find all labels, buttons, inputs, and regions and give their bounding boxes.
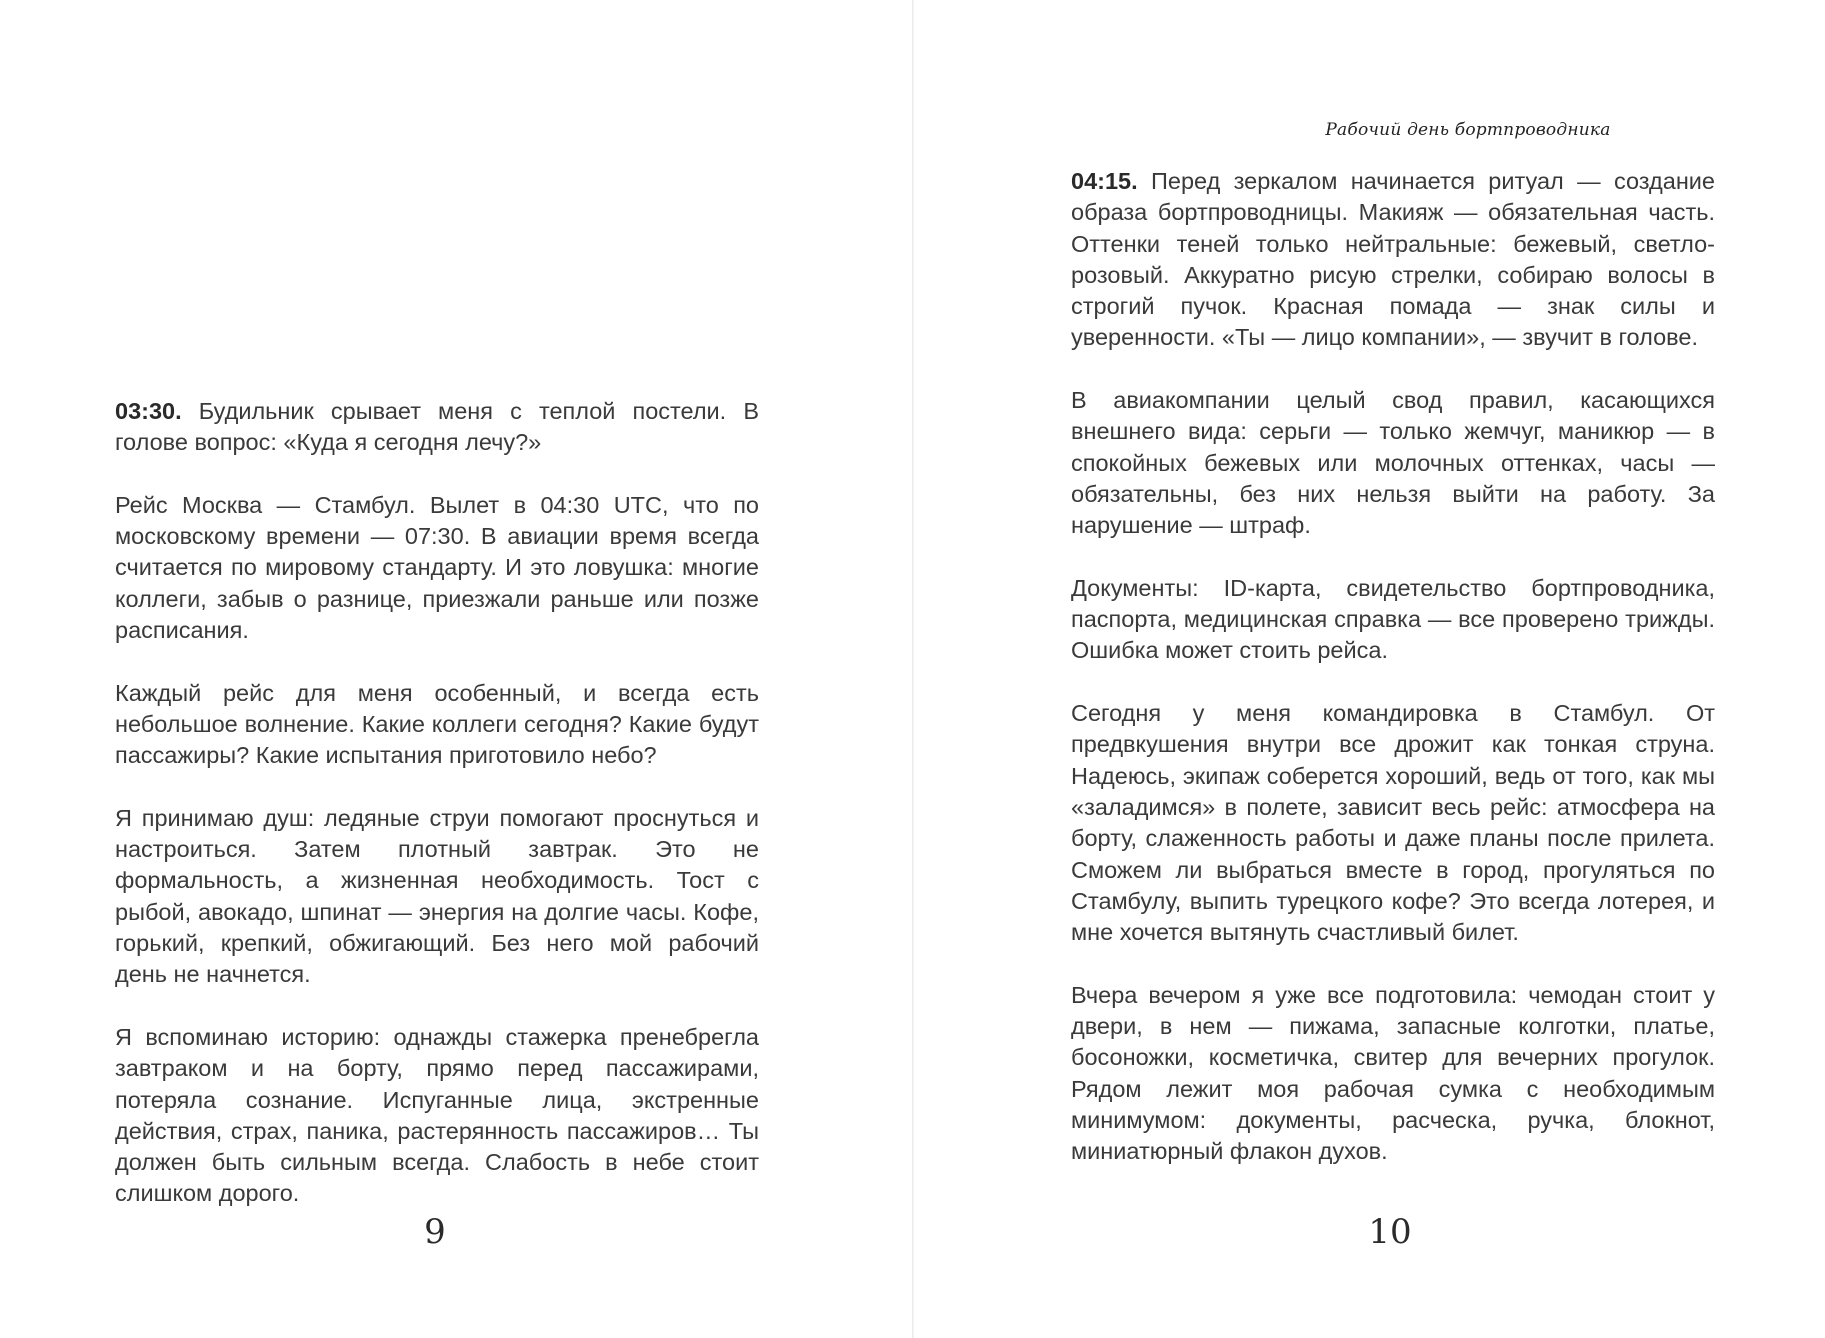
paragraph-text: Рейс Москва — Стамбул. Вылет в 04:30 UTC, что по московскому времени — 07:30. В авиации время всегда считается по мировому стандарту. И это ловушка: многие коллеги, забыв о разнице, приезжали раньше или позже расписания. [115, 491, 759, 644]
paragraph [1071, 698, 1715, 948]
right-page-body [1071, 166, 1715, 1199]
paragraph [115, 803, 759, 991]
paragraph-text: Каждый рейс для меня особенный, и всегда есть небольшое волнение. Какие коллеги сегодня? Какие будут пассажиры? Какие испытания приготовило небо? [115, 679, 759, 769]
paragraph-text: Сегодня у меня командировка в Стамбул. От предвкушения внутри все дрожит как тонкая струна. Надеюсь, экипаж соберется хороший, ведь от того, как мы «заладимся» в полете, зависит весь рейс: атмосфера на борту, слаженность работы и даже планы после прилета. Сможем ли выбраться вместе в город, прогуляться по Стамбулу, выпить турецкого кофе? Это всегда лотерея, и мне хочется вытянуть счастливый билет. [1071, 700, 1715, 946]
paragraph-text: Документы: ID-карта, свидетельство бортпроводника, паспорта, медицинская справка — все проверено трижды. Ошибка может стоить рейса. [1071, 574, 1715, 664]
paragraph [115, 678, 759, 772]
paragraph-text: Я принимаю душ: ледяные струи помогают проснуться и настроиться. Затем плотный завтрак. Это не формальность, а жизненная необходимость. Тост с рыбой, авокадо, шпинат — энергия на долгие часы. Кофе, горький, крепкий, обжигающий. Без него мой рабочий день не начнется. [115, 804, 759, 988]
paragraph-text: Вчера вечером я уже все подготовила: чемодан стоит у двери, в нем — пижама, запасные колготки, платье, босоножки, косметичка, свитер для вечерних прогулок. Рядом лежит моя рабочая сумка с необходимым минимумом: документы, расческа, ручка, блокнот, миниатюрный флакон духов. [1071, 981, 1715, 1165]
timestamp: 03:30. [115, 398, 182, 424]
paragraph-text: В авиакомпании целый свод правил, касающихся внешнего вида: серьги — только жемчуг, маникюр — в спокойных бежевых или молочных оттенках, часы — обязательны, без них нельзя выйти на работу. За нарушение — штраф. [1071, 387, 1715, 539]
paragraph [115, 490, 759, 646]
paragraph [1071, 385, 1715, 541]
paragraph [1071, 980, 1715, 1168]
paragraph [115, 1022, 759, 1210]
page-number: 10 [1368, 1212, 1412, 1252]
paragraph [115, 396, 759, 459]
page-number: 9 [424, 1212, 446, 1252]
paragraph-text: Я вспоминаю историю: однажды стажерка пренебрегла завтраком и на борту, прямо перед пассажирами, потеряла сознание. Испуганные лица, экстренные действия, страх, паника, растерянность пассажиров… Ты должен быть сильным всегда. Слабость в небе стоит слишком дорого. [115, 1023, 759, 1207]
paragraph [1071, 166, 1715, 354]
left-page [0, 0, 912, 1338]
running-head: Рабочий день бортпроводника [1325, 120, 1611, 140]
left-page-body [115, 396, 759, 1241]
paragraph [1071, 573, 1715, 667]
paragraph-text: Перед зеркалом начинается ритуал — создание образа бортпроводницы. Макияж — обязательная часть. Оттенки теней только нейтральные: бежевый, светло-розовый. Аккуратно рисую стрелки, собираю волосы в строгий пучок. Красная помада — знак силы и уверенности. «Ты — лицо компании», — звучит в голове. [1071, 168, 1715, 351]
right-page [913, 0, 1825, 1338]
timestamp: 04:15. [1071, 168, 1138, 194]
paragraph-text: Будильник срывает меня с теплой постели. В голове вопрос: «Куда я сегодня лечу?» [115, 398, 759, 456]
